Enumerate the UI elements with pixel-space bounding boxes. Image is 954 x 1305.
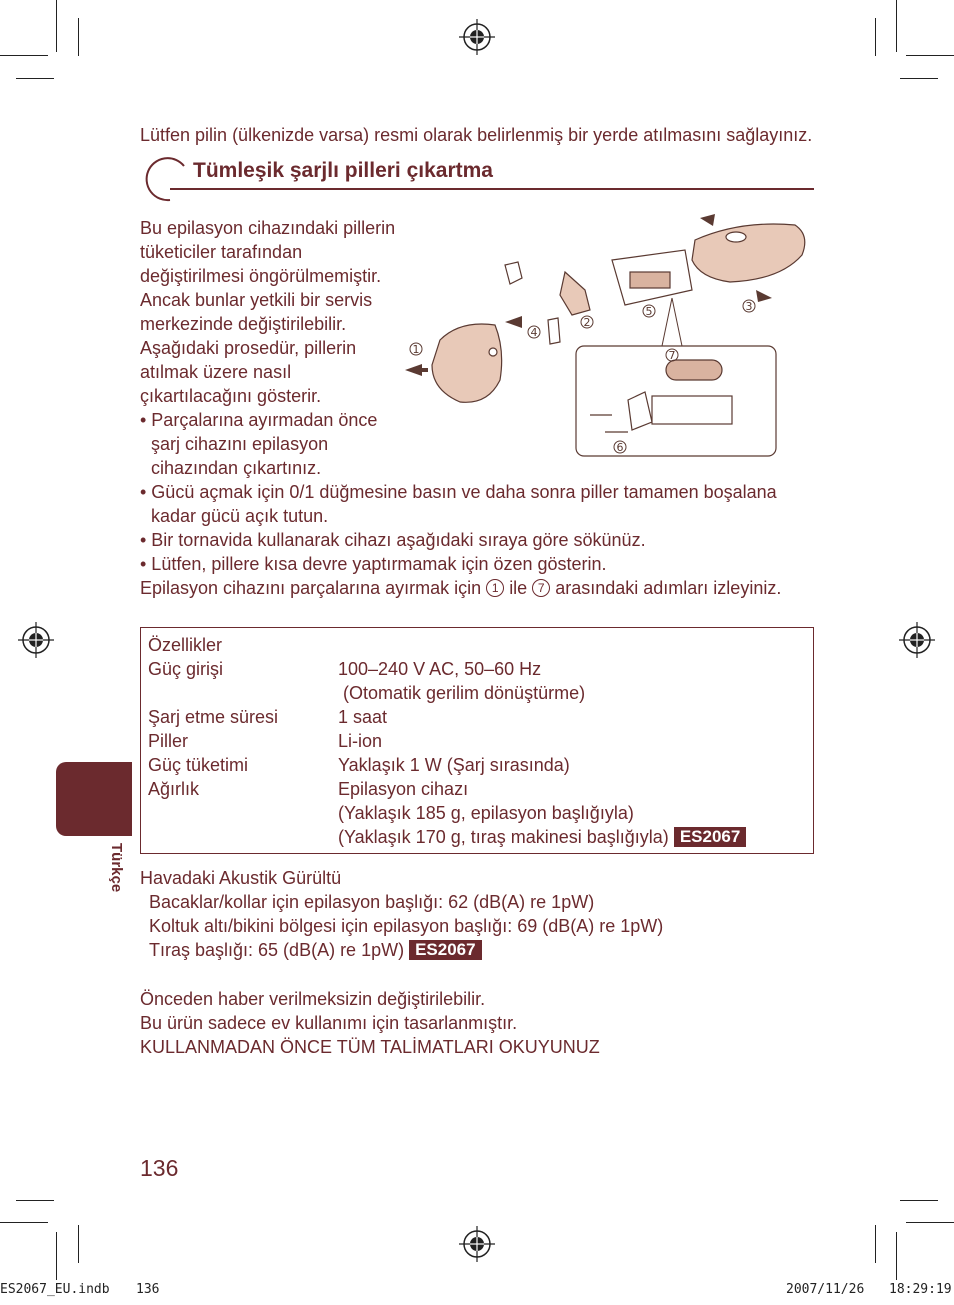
spec-value: (Yaklaşık 185 g, epilasyon başlığıyla) bbox=[338, 803, 634, 823]
footer-notes: Önceden haber verilmeksizin değiştirilebilir. Bu ürün sadece ev kullanımı için tasarlanmıştır. KULLANMADAN ÖNCE TÜM TALİMATLARI OKUYUNUZ bbox=[140, 989, 600, 1057]
step-label-2: 2 bbox=[583, 316, 591, 329]
step-label-1: 1 bbox=[412, 343, 420, 356]
step-number-circle: 1 bbox=[486, 579, 504, 597]
registration-mark-right bbox=[899, 622, 935, 658]
disassembly-illustration bbox=[400, 210, 814, 462]
print-date: 2007/11/26 bbox=[786, 1282, 865, 1297]
language-tab bbox=[56, 762, 132, 836]
step-label-5: 5 bbox=[645, 305, 653, 318]
specs-values bbox=[338, 657, 746, 849]
registration-mark-left bbox=[18, 622, 54, 658]
specs-labels bbox=[148, 657, 278, 801]
spec-label bbox=[148, 681, 278, 705]
spec-value: (Otomatik gerilim dönüştürme) bbox=[343, 683, 586, 703]
language-tab-label: Türkçe bbox=[108, 843, 125, 893]
spec-label: Şarj etme süresi bbox=[148, 707, 279, 727]
print-time: 18:29:19 bbox=[889, 1282, 952, 1297]
model-badge: ES2067 bbox=[409, 940, 482, 960]
print-file-name: ES2067_EU.indb bbox=[0, 1282, 110, 1297]
step-label-6: 6 bbox=[616, 441, 624, 454]
specs-heading: Özellikler bbox=[148, 635, 223, 655]
spec-label: Güç tüketimi bbox=[148, 755, 249, 775]
steps-line: Epilasyon cihazını parçalarına ayırmak için 1 ile 7 arasındaki adımları izleyiniz. bbox=[140, 578, 782, 598]
step-label-4: 4 bbox=[530, 326, 538, 339]
spec-value: 1 saat bbox=[338, 707, 388, 727]
spec-value: Epilasyon cihazı bbox=[338, 779, 469, 799]
model-badge: ES2067 bbox=[674, 827, 747, 847]
step-label-3: 3 bbox=[745, 300, 753, 313]
page-number: 136 bbox=[140, 1155, 179, 1181]
spec-label: Ağırlık bbox=[148, 779, 200, 799]
step-label-7: 7 bbox=[668, 349, 676, 362]
spec-value: Yaklaşık 1 W (Şarj sırasında) bbox=[338, 755, 570, 775]
step-number-circle: 7 bbox=[532, 579, 550, 597]
intro-text: Lütfen pilin (ülkenizde varsa) resmi olarak belirlenmiş bir yerde atılmasını sağlayınız. bbox=[140, 125, 813, 145]
spec-value: 100–240 V AC, 50–60 Hz bbox=[338, 659, 542, 679]
section-heading-mark bbox=[140, 156, 188, 204]
print-page: 136 bbox=[136, 1282, 160, 1297]
noise-heading: Havadaki Akustik Gürültü bbox=[140, 868, 342, 888]
spec-value: Li-ion bbox=[338, 731, 383, 751]
section-paragraph: Bu epilasyon cihazındaki pillerin tüketiciler tarafından değiştirilmesi öngörülmemiştir. Ancak bunlar yetkili bir servis merkezinde değiştirilebilir. Aşağıdaki prosedür, pillerin atılmak üzere nasıl çıkartılacağını gösterir. • Parçalarına ayırmadan önce şarj cihazını epilasyon cihazından çıkartınız. • Gücü açmak için 0/1 düğmesine basın ve daha sonra piller tamamen boşalana kadar gücü açık tutun. • Bir tornavida kullanarak cihazı aşağıdaki sıraya göre sökünüz. • Lütfen, pillere kısa devre yaptırmamak için özen gösterin. Epilasyon cihazını parçalarına ayırmak için 1 ile 7 arasındaki adımları izleyiniz. bbox=[140, 218, 782, 598]
spec-label: Güç girişi bbox=[148, 659, 224, 679]
section-title: Tümleşik şarjlı pilleri çıkartma bbox=[193, 159, 493, 182]
spec-value: (Yaklaşık 170 g, tıraş makinesi başlığıyla) bbox=[338, 827, 669, 847]
section-rule bbox=[170, 188, 814, 190]
spec-label: Piller bbox=[148, 731, 189, 751]
registration-mark-top bbox=[459, 19, 495, 55]
noise-section: Havadaki Akustik Gürültü Bacaklar/kollar için epilasyon başlığı: 62 (dB(A) re 1pW) Koltuk altı/bikini bölgesi için epilasyon başlığı: 69 (dB(A) re 1pW) Tıraş başlığı: 65 (dB(A) re 1pW) ES2067 bbox=[140, 868, 664, 960]
registration-mark-bottom bbox=[459, 1226, 495, 1262]
